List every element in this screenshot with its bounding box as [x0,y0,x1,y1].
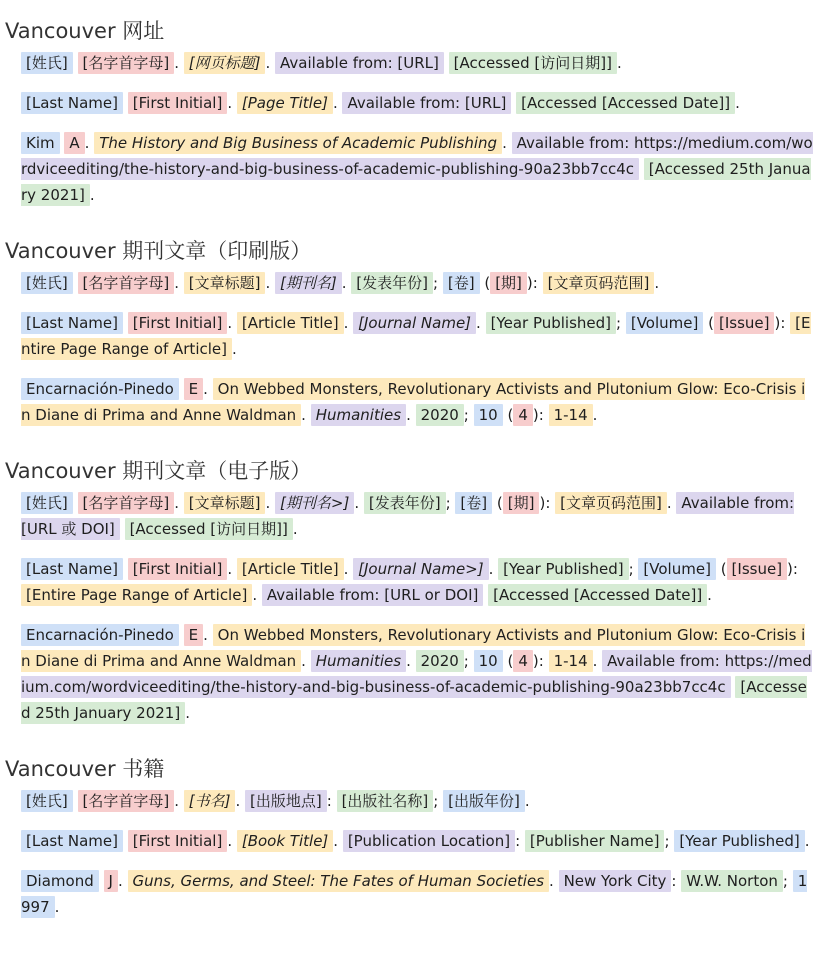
citation-punctuation [444,54,449,72]
citation-punctuation: : [671,872,682,890]
citation-token: [Article Title] [237,312,344,334]
citation-token: [期刊名>] [275,492,354,514]
citation-line [21,376,814,428]
citation-token: [First Initial] [128,830,228,852]
section-title: Vancouver 书籍 [5,757,165,781]
citation-punctuation: . [265,494,276,512]
citation-line [21,130,814,208]
citation-token: [Entire Page Range of Article] [21,584,252,606]
citation-punctuation [73,54,78,72]
citation-token: [发表年份] [364,492,446,514]
section-title: Vancouver 期刊文章（印刷版） [5,239,312,263]
citation-punctuation: . [203,380,213,398]
citation-punctuation: : [515,832,525,850]
citation-punctuation: . [301,652,311,670]
citation-token: [Accessed [访问日期]] [125,518,293,540]
citation-punctuation: ( [502,652,514,670]
citation-punctuation: ; [463,652,474,670]
citation-punctuation: . [406,652,416,670]
citation-token: On Webbed Monsters, Revolutionary Activists and Plutonium Glow: Eco-Crisis in Diane di Prima and Anne Waldman [21,626,806,670]
citation-token: [卷] [455,492,492,514]
citation-line [21,270,814,296]
citation-punctuation: . [185,704,190,722]
citation-punctuation: ): [532,652,549,670]
citation-token: 10 [474,404,503,426]
citation-token: 4 [513,404,533,426]
citation-token: 1-14 [549,404,593,426]
citation-token: [名字首字母] [78,492,175,514]
section-title: Vancouver 网址 [5,19,165,43]
citation-punctuation: . [174,494,184,512]
citation-punctuation: . [333,832,343,850]
citation-token: [Accessed [Accessed Date]] [516,92,735,114]
citation-punctuation: . [301,406,311,424]
citation-punctuation: . [292,520,298,538]
citation-token: [First Initial] [128,312,228,334]
citation-punctuation: . [343,560,354,578]
citation-token: [Accessed [访问日期]] [449,52,617,74]
citation-punctuation: . [117,872,128,890]
citation-token: J [104,870,118,892]
citation-punctuation: . [524,792,530,810]
citation-token: On Webbed Monsters, Revolutionary Activists and Plutonium Glow: Eco-Crisis in Diane di Prima and Anne Waldman [21,380,806,424]
citation-punctuation: . [235,792,246,810]
citation-punctuation: ; [445,494,456,512]
citation-token: Encarnación-Pinedo [21,378,179,400]
citation-token: [Page Title] [237,92,333,114]
citation-token: [Volume] [638,558,716,580]
citation-punctuation: ): [539,494,556,512]
citation-token: [Accessed 25th January 2021] [21,160,811,204]
citation-punctuation: . [332,94,343,112]
citation-punctuation: ( [715,560,727,578]
citation-punctuation: ( [492,494,503,512]
citation-token: [First Initial] [128,92,228,114]
citation-token: [出版地点] [245,790,327,812]
citation-token: 1997 [21,872,808,916]
citation-token: Diamond [21,870,99,892]
citation-punctuation: . [174,274,184,292]
citation-token: [姓氏] [21,272,73,294]
citation-punctuation [120,520,125,538]
citation-token: [Issue] [727,558,788,580]
citation-token: [姓氏] [21,52,73,74]
citation-punctuation: . [227,94,237,112]
citation-section [4,458,814,726]
citation-punctuation: . [252,586,262,604]
citation-token: W.W. Norton [681,870,783,892]
citation-punctuation: . [343,314,354,332]
citation-punctuation [73,792,78,810]
citation-token: [期刊名] [275,272,342,294]
citation-punctuation: . [227,832,237,850]
citation-section [4,756,814,920]
citation-punctuation: ; [433,274,443,292]
citation-punctuation: . [502,134,512,152]
citation-punctuation: . [804,832,810,850]
citation-punctuation: . [231,340,237,358]
citation-punctuation: ): [532,406,549,424]
citation-token: [姓氏] [21,492,73,514]
citation-token: Available from: https://medium.com/wordviceediting/the-history-and-big-business-of-academic-publishing-90a23bb7cc4c [21,652,812,696]
citation-token: [Last Name] [21,312,123,334]
citation-token: Available from: [URL or DOI] [262,584,484,606]
citation-punctuation: . [666,494,677,512]
citation-token: [名字首字母] [78,790,175,812]
citation-token: 4 [513,650,533,672]
citation-line [21,556,814,608]
citation-token: Available from: [URL] [275,52,444,74]
citation-token: [文章标题] [184,492,266,514]
citation-punctuation: . [406,406,416,424]
citation-token: Humanities [311,650,406,672]
citation-token: 2020 [416,404,464,426]
citation-token: 2020 [416,650,464,672]
citation-punctuation: . [341,274,352,292]
citation-punctuation: ; [433,792,444,810]
citation-token: [Accessed [Accessed Date]] [488,584,707,606]
citation-token: New York City [559,870,672,892]
citation-token: Kim [21,132,60,154]
section-title: Vancouver 期刊文章（电子版） [5,459,312,483]
citation-punctuation: ): [774,314,791,332]
citation-punctuation: ; [782,872,793,890]
citation-token: [Journal Name] [353,312,476,334]
citation-token: E [184,624,203,646]
citation-token: [Issue] [714,312,775,334]
citation-punctuation: . [476,314,486,332]
citation-punctuation: . [592,652,603,670]
citation-punctuation: ; [628,560,639,578]
citation-token: E [184,378,203,400]
citation-token: [文章页码范围] [543,272,655,294]
citation-punctuation [73,494,78,512]
citation-punctuation: . [89,186,95,204]
citation-token: 10 [474,650,503,672]
citation-token: Available from: [URL 或 DOI] [21,494,795,538]
citation-section [4,18,814,208]
citation-line [21,310,814,362]
citation-token: Guns, Germs, and Steel: The Fates of Human Societies [128,870,550,892]
citation-token: Encarnación-Pinedo [21,624,179,646]
citation-token: [Last Name] [21,830,123,852]
citation-punctuation: ( [502,406,514,424]
citation-token: [卷] [443,272,480,294]
citation-punctuation: ): [787,560,798,578]
citation-token: [Entire Page Range of Article] [21,314,811,358]
citation-token: Available from: https://medium.com/wordviceediting/the-history-and-big-business-of-academic-publishing-90a23bb7cc4c [21,134,813,178]
citation-punctuation: . [227,560,237,578]
citation-token: Available from: [URL] [342,92,511,114]
citation-line [21,90,814,116]
citation-punctuation [99,872,104,890]
citation-token: [Last Name] [21,92,123,114]
citation-token: [Publisher Name] [525,830,665,852]
citation-token: A [64,132,84,154]
citation-token: [First Initial] [128,558,228,580]
citation-punctuation: . [203,626,213,644]
citation-line [21,868,814,920]
citation-section [4,238,814,428]
citation-punctuation: . [488,560,499,578]
citation-punctuation: . [54,898,60,916]
citation-punctuation: ; [664,832,675,850]
citation-token: [发表年份] [351,272,433,294]
citation-token: [名字首字母] [78,52,175,74]
citation-token: The History and Big Business of Academic Publishing [94,132,502,154]
citation-token: [Accessed 25th January 2021] [21,678,807,722]
citation-punctuation: . [616,54,622,72]
citation-punctuation: . [174,54,184,72]
citation-punctuation: ): [526,274,543,292]
citation-line [21,828,814,854]
citation-punctuation: ; [616,314,626,332]
citation-punctuation: . [265,274,276,292]
citation-punctuation: . [592,406,598,424]
citation-line [21,622,814,726]
citation-punctuation: . [707,586,712,604]
citation-punctuation [179,380,184,398]
citation-punctuation: ( [479,274,491,292]
citation-token: [文章标题] [184,272,266,294]
citation-token: [名字首字母] [78,272,175,294]
citation-line [21,50,814,76]
citation-token: [姓氏] [21,790,73,812]
citation-token: [网页标题] [184,52,266,74]
citation-punctuation: . [654,274,660,292]
citation-token: [Last Name] [21,558,123,580]
citation-token: [Volume] [626,312,704,334]
citation-token: [Year Published] [486,312,616,334]
citation-token: [期] [490,272,527,294]
citation-punctuation: . [735,94,740,112]
sections-container [4,18,814,920]
citation-punctuation: . [549,872,559,890]
citation-punctuation: . [227,314,237,332]
citation-token: 1-14 [549,650,593,672]
citation-token: [Journal Name>] [353,558,488,580]
citation-punctuation: . [84,134,95,152]
citation-token: [Publication Location] [343,830,515,852]
citation-token: [Book Title] [237,830,333,852]
citation-token: [Year Published] [674,830,804,852]
citation-punctuation: ; [463,406,474,424]
citation-punctuation: : [326,792,337,810]
citation-punctuation [179,626,184,644]
citation-token: [Year Published] [498,558,628,580]
citation-punctuation: . [174,792,184,810]
citation-token: Humanities [311,404,406,426]
citation-punctuation: . [265,54,276,72]
citation-token: [期] [503,492,540,514]
citation-punctuation: . [354,494,364,512]
citation-token: [Article Title] [237,558,344,580]
citation-token: [书名] [184,790,236,812]
citation-token: [文章页码范围] [555,492,667,514]
citation-token: [出版社名称] [337,790,434,812]
citation-line [21,490,814,542]
citation-punctuation: ( [703,314,714,332]
citation-line [21,788,814,814]
citation-punctuation [73,274,78,292]
citation-token: [出版年份] [443,790,525,812]
